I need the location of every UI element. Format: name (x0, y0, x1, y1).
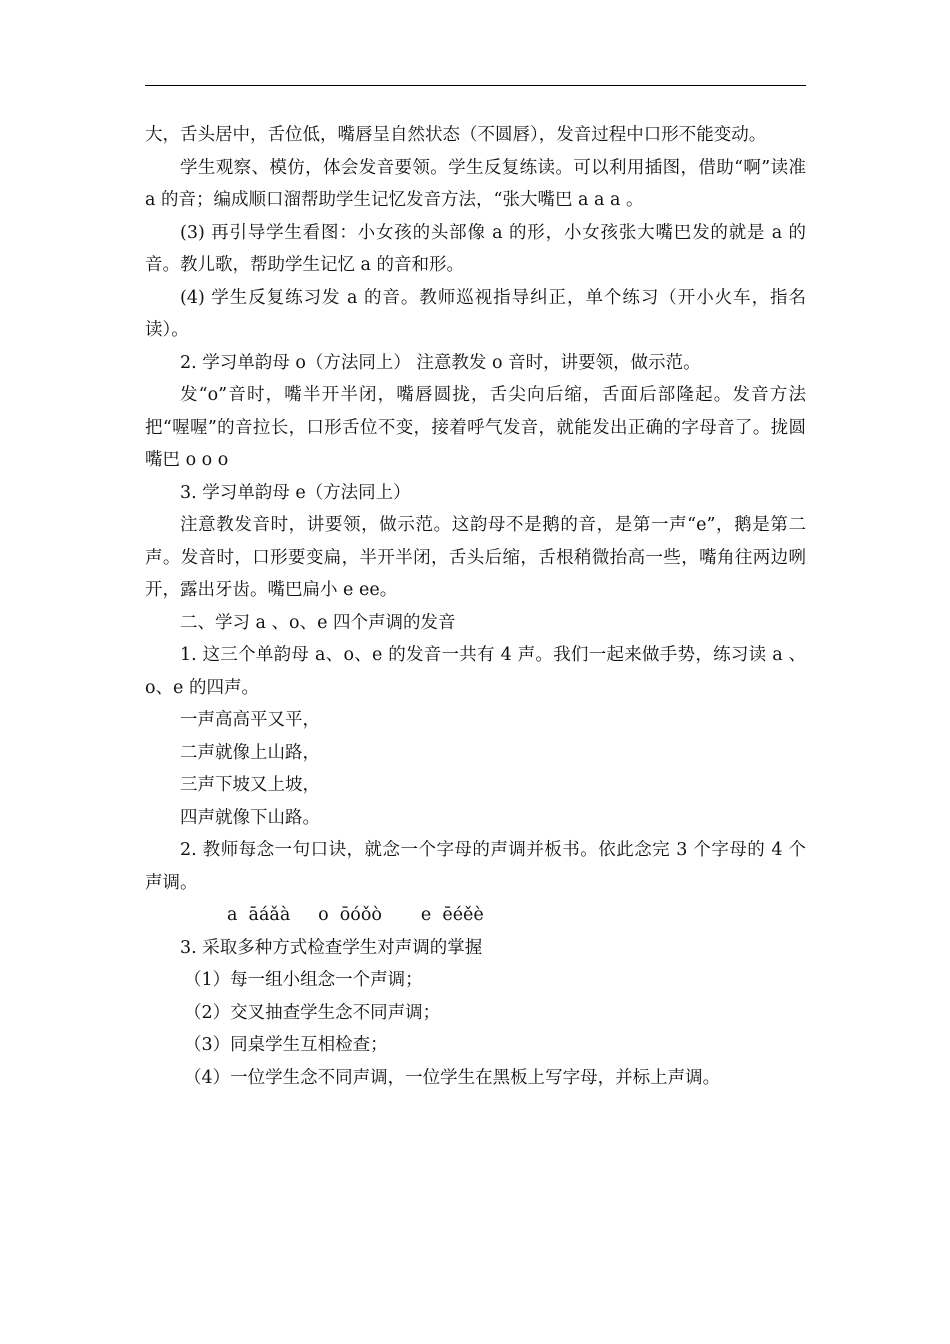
paragraph-four-tones: 1. 这三个单韵母 a、o、e 的发音一共有 4 声。我们一起来做手势，练习读 a 、o、e 的四声。 (145, 645, 806, 698)
check-item-2: （2）交叉抽查学生念不同声调； (184, 1002, 441, 1023)
rhyme-line-3: 三声下坡又上坡， (180, 775, 320, 795)
tone-marks-row: a āáǎà o ōóǒò e ēéěè (227, 905, 484, 925)
paragraph-observe-imitate: 学生观察、模仿，体会发音要领。学生反复练读。可以利用插图，借助“啊”读准 a 的音；编成顺口溜帮助学生记忆发音方法，“张大嘴巴 a a a 。 (145, 157, 806, 210)
paragraph-e-pronunciation: 注意教发音时，讲要领，做示范。这韵母不是鹅的音，是第一声“e”，鹅是第二声。发音时，口形要变扁，半开半闭，舌头后缩，舌根稍微抬高一些，嘴角往两边咧开，露出牙齿。嘴巴扁小 e ee。 (145, 515, 806, 600)
rhyme-line-1: 一声高高平又平， (180, 710, 320, 730)
paragraph-o-pronunciation: 发“o”音时，嘴半开半闭，嘴唇圆拢，舌尖向后缩，舌面后部隆起。发音方法把“喔喔”的音拉长，口形舌位不变，接着呼气发音，就能发出正确的字母音了。拢圆嘴巴 o o o (145, 385, 806, 470)
paragraph-teacher-reads: 2. 教师每念一句口诀，就念一个字母的声调并板书。依此念完 3 个字母的 4 个声调。 (145, 840, 806, 893)
check-item-4: （4）一位学生念不同声调，一位学生在黑板上写字母，并标上声调。 (184, 1067, 721, 1088)
rhyme-line-2: 二声就像上山路， (180, 742, 320, 763)
check-item-3: （3）同桌学生互相检查； (184, 1035, 388, 1055)
header-rule (145, 85, 806, 86)
paragraph-step-4: (4) 学生反复练习发 a 的音。教师巡视指导纠正，单个练习（开小火车，指名读）。 (145, 287, 806, 340)
paragraph-continuation: 大，舌头居中，舌位低，嘴唇呈自然状态（不圆唇），发音过程中口形不能变动。 (145, 125, 767, 145)
paragraph-learn-o: 2. 学习单韵母 o（方法同上） 注意教发 o 音时，讲要领，做示范。 (180, 352, 701, 373)
section-heading-tones: 二、学习 a 、o、e 四个声调的发音 (180, 612, 456, 633)
document-body (145, 119, 806, 1094)
rhyme-line-4: 四声就像下山路。 (180, 807, 320, 828)
paragraph-learn-e: 3. 学习单韵母 e（方法同上） (180, 482, 411, 503)
paragraph-step-3: (3) 再引导学生看图：小女孩的头部像 a 的形，小女孩张大嘴巴发的就是 a 的音。教儿歌，帮助学生记忆 a 的音和形。 (145, 222, 806, 275)
paragraph-check-methods: 3. 采取多种方式检查学生对声调的掌握 (180, 937, 483, 958)
check-item-1: （1）每一组小组念一个声调； (184, 970, 423, 990)
